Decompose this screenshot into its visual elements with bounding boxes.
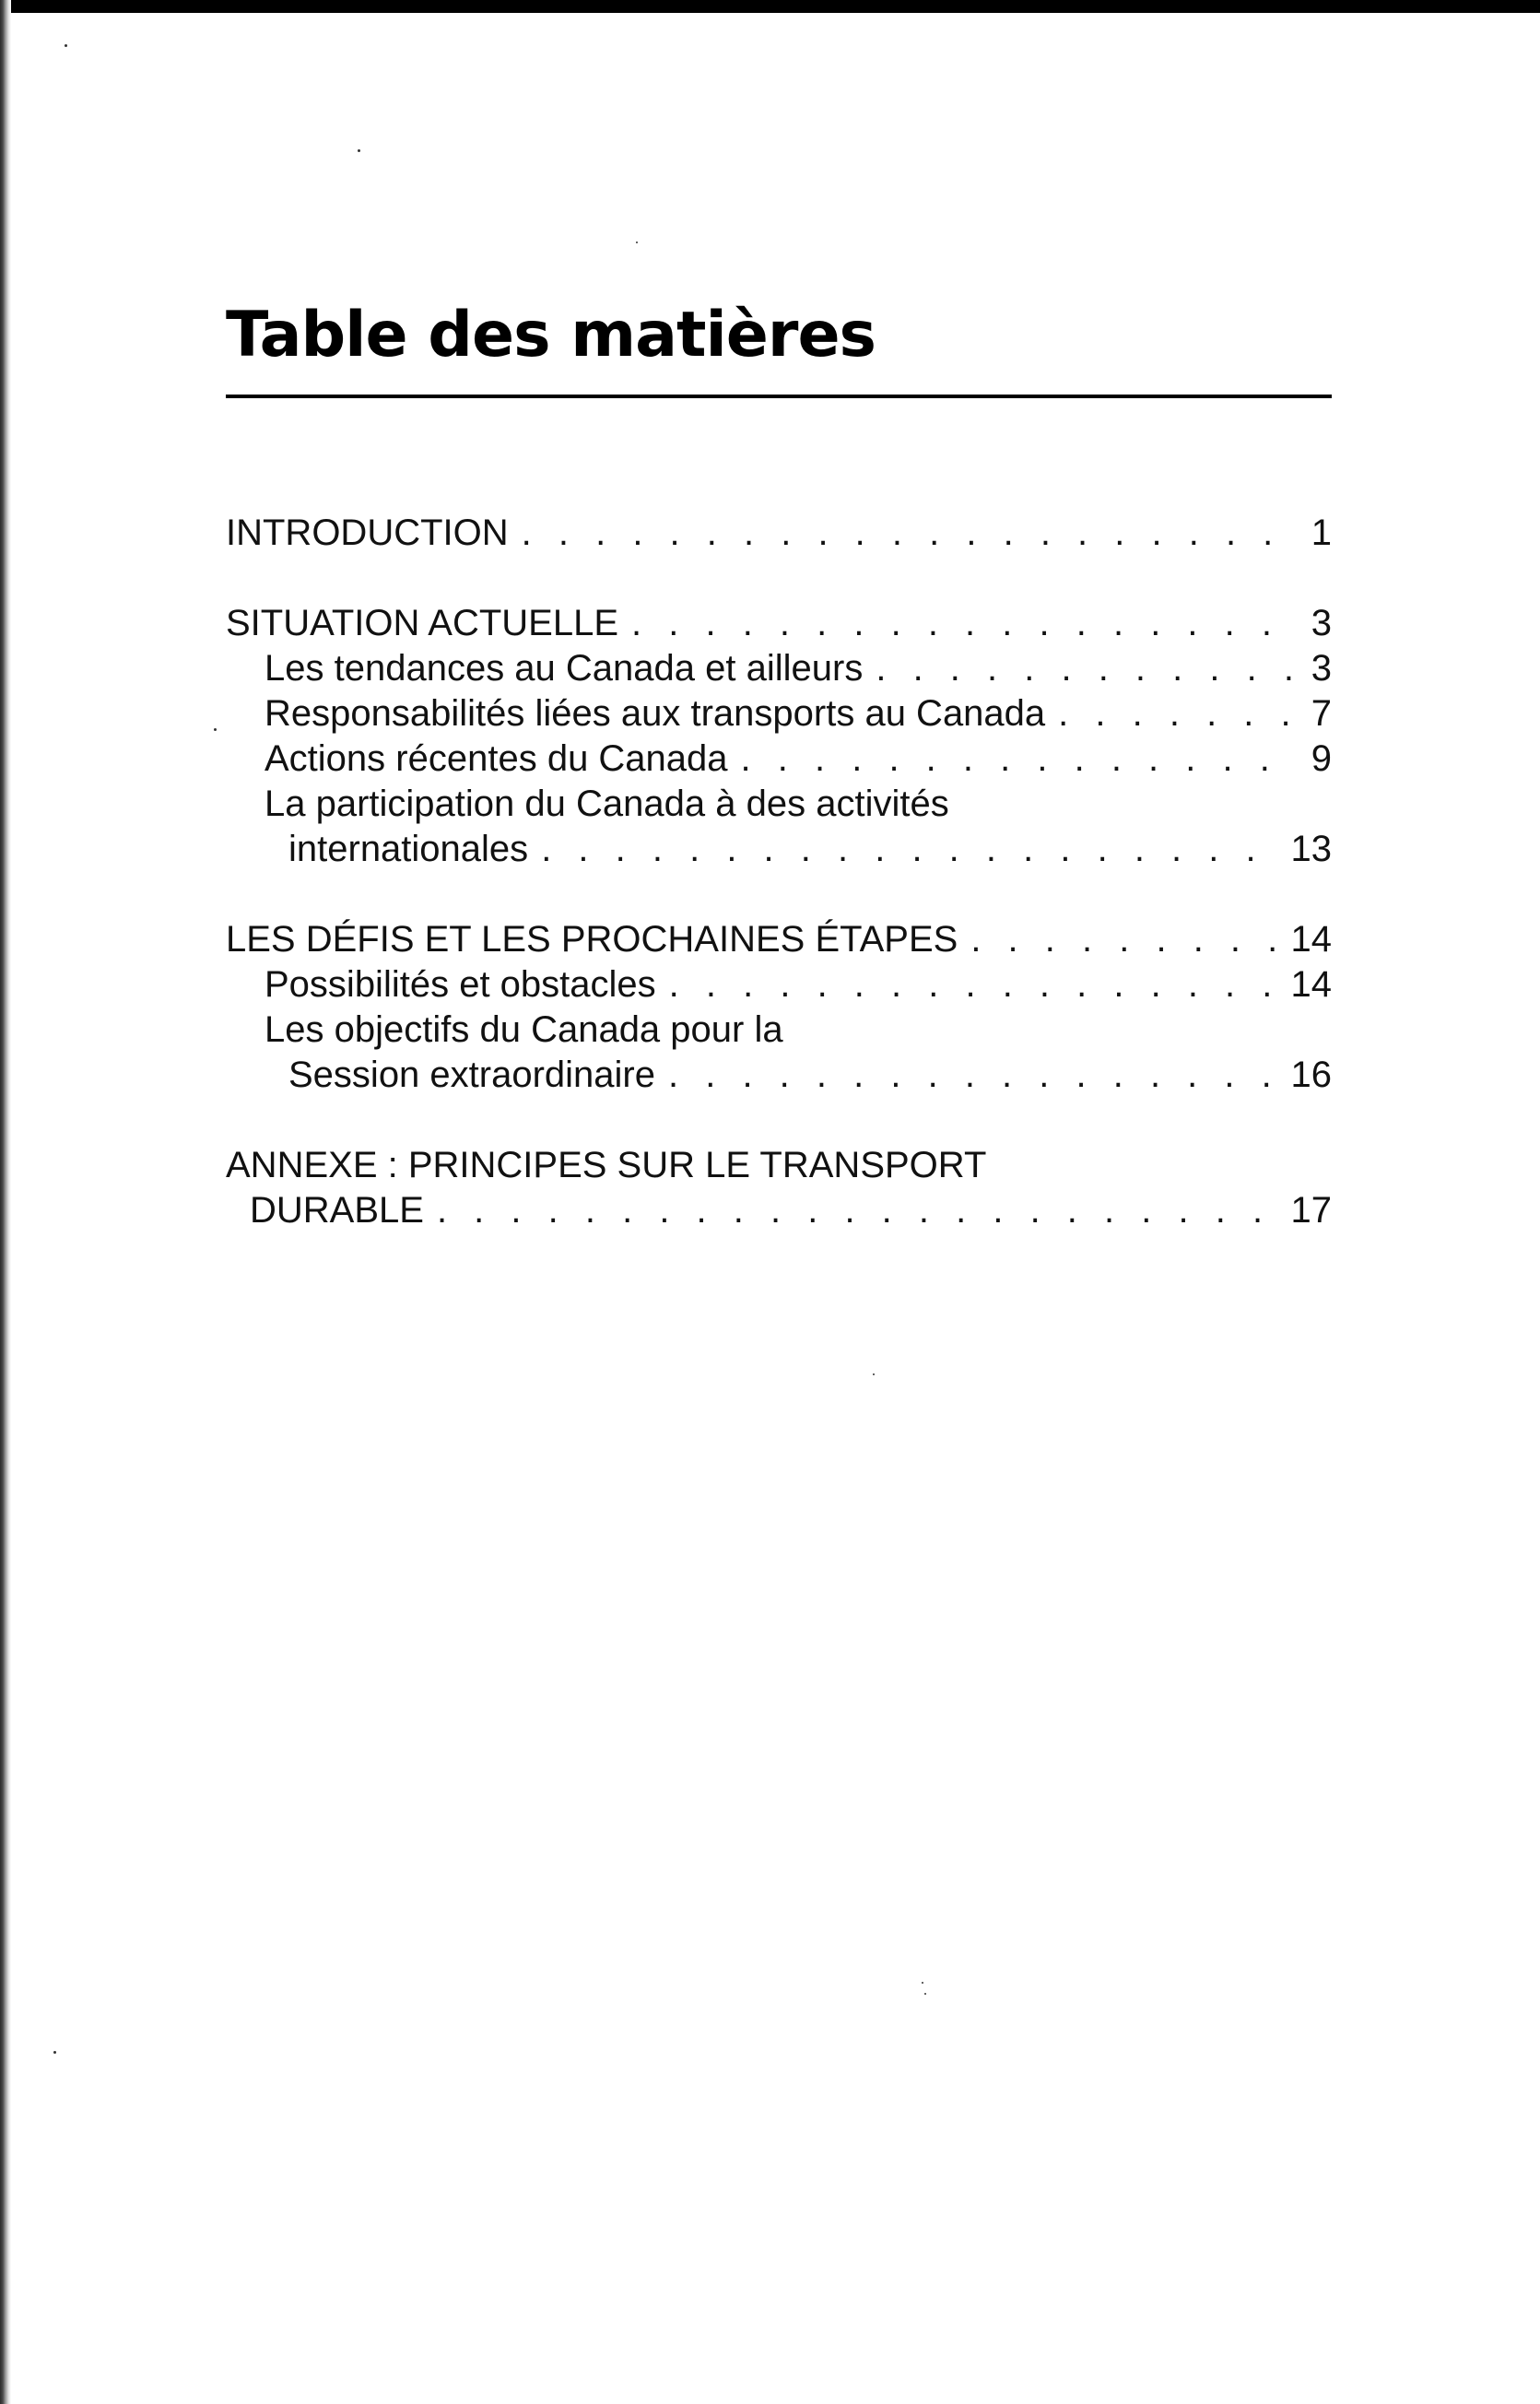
toc-entry-annexe[interactable] [226,1142,1332,1188]
toc-page-number: 3 [1311,603,1332,643]
scan-speck [924,1993,926,1995]
toc-entry-defis[interactable] [226,916,1332,962]
toc-entry-label: DURABLE [250,1190,424,1231]
toc-page-number: 3 [1311,648,1332,689]
title-underline [226,395,1332,398]
dot-leader [741,736,1293,782]
toc-page-number: 9 [1311,738,1332,779]
toc-entry-objectifs[interactable] [265,1007,1332,1053]
toc-page-number: 7 [1311,693,1332,734]
toc-entry-label: La participation du Canada à des activités [265,784,949,824]
toc-entry-responsabilites[interactable] [265,690,1332,737]
toc-page-number: 13 [1290,829,1332,869]
toc-entry-actions-recentes[interactable] [265,736,1332,782]
dot-leader [541,826,1279,872]
dot-leader [522,510,1293,556]
dot-leader [876,645,1293,691]
toc-entry-label: LES DÉFIS ET LES PROCHAINES ÉTAPES [226,919,958,960]
scan-speck [636,242,638,243]
page-title: Table des matières [226,299,876,371]
toc-page-number: 1 [1311,513,1332,553]
toc-page-number: 17 [1290,1190,1332,1231]
toc-entry-session[interactable] [288,1052,1332,1098]
toc-page-number: 14 [1290,964,1332,1005]
scan-speck [214,728,217,731]
toc-page-number: 14 [1290,919,1332,960]
toc-entry-label: SITUATION ACTUELLE [226,603,619,643]
toc-entry-durable[interactable] [250,1187,1332,1233]
toc-entry-participation[interactable] [265,781,1332,827]
dot-leader [970,916,1279,962]
toc-entry-situation-actuelle[interactable] [226,600,1332,646]
scan-speck [922,1982,923,1984]
scan-border-left [0,0,11,2404]
scan-speck [873,1373,875,1375]
scan-speck [53,2051,56,2054]
scan-speck [358,149,360,152]
toc-entry-label: ANNEXE : PRINCIPES SUR LE TRANSPORT [226,1145,987,1185]
dot-leader [669,961,1280,1008]
toc-entry-label: Actions récentes du Canada [265,738,728,779]
toc-entry-label: Responsabilités liées aux transports au Canada [265,693,1046,734]
toc-entry-tendances[interactable] [265,645,1332,691]
toc-entry-possibilites[interactable] [265,961,1332,1008]
toc-entry-label: Possibilités et obstacles [265,964,656,1005]
dot-leader [1058,690,1293,737]
dot-leader [437,1187,1280,1233]
toc-entry-label: Les tendances au Canada et ailleurs [265,648,864,689]
toc-entry-label: INTRODUCTION [226,513,509,553]
toc-page-number: 16 [1290,1055,1332,1095]
dot-leader [668,1052,1280,1098]
toc-entry-label: Session extraordinaire [288,1055,655,1095]
toc-entry-label: internationales [288,829,529,869]
scan-border-top [0,0,1540,13]
toc-entry-internationales[interactable] [288,826,1332,872]
toc-entry-label: Les objectifs du Canada pour la [265,1009,783,1050]
toc-entry-introduction[interactable] [226,510,1332,556]
scan-speck [65,44,67,47]
dot-leader [631,600,1293,646]
